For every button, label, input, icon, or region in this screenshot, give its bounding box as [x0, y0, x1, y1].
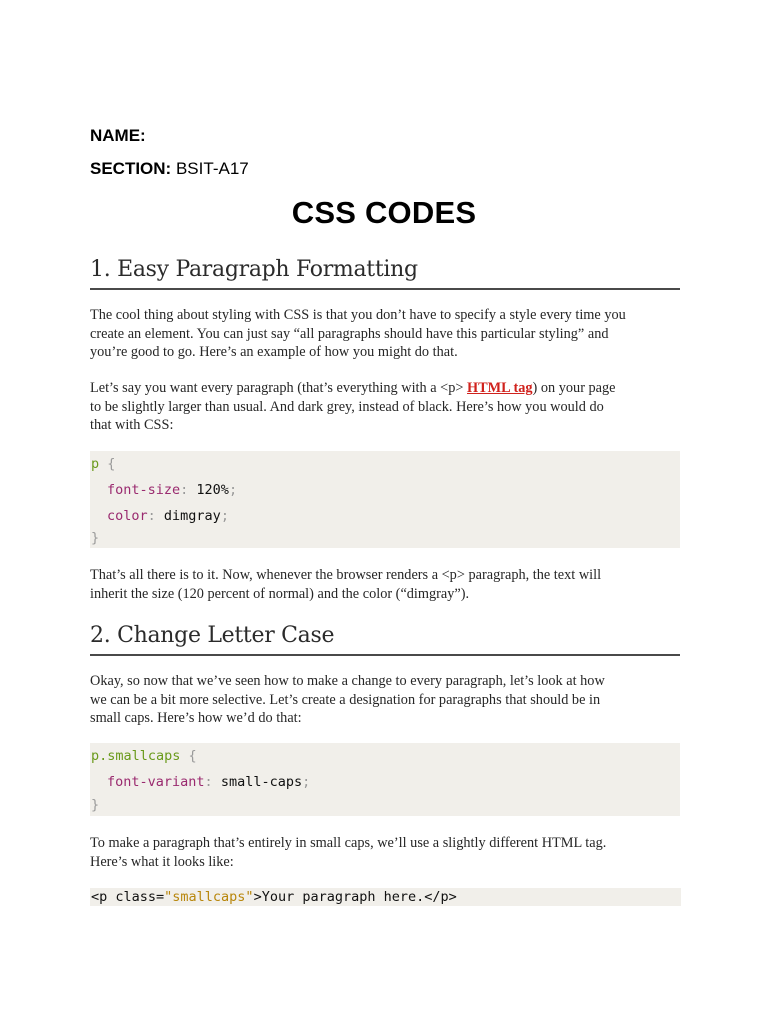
section-field — [90, 159, 249, 179]
section-label: SECTION: — [90, 159, 172, 178]
text-line: you’re good to go. Here’s an example of how you might do that. — [90, 344, 458, 360]
section-value: BSIT-A17 — [175, 159, 249, 178]
code-line: font-size: 120%; — [107, 482, 238, 498]
text-line: To make a paragraph that’s entirely in small caps, we’ll use a slightly different HTML tag. — [90, 835, 607, 851]
code-block-1 — [90, 451, 680, 548]
code-property: font-size — [107, 482, 181, 498]
code-line — [90, 743, 680, 769]
code-value: small-caps — [220, 774, 303, 790]
section-1-paragraph-2 — [90, 379, 680, 435]
name-label: NAME: — [90, 126, 146, 145]
text-segment: Let’s say you want every paragraph (that’s everything with a <p> — [90, 380, 468, 396]
code-line — [90, 795, 680, 816]
code-brace: } — [91, 530, 100, 546]
code-selector: p.smallcaps — [91, 748, 181, 764]
code-segment: <p class= — [91, 889, 165, 905]
code-line: color: dimgray; — [107, 508, 229, 524]
code-brace: } — [91, 797, 100, 813]
section-2-paragraph-1 — [90, 672, 680, 728]
code-property: font-variant — [107, 774, 205, 790]
text-line: The cool thing about styling with CSS is that you don’t have to specify a style every time you — [90, 307, 626, 323]
code-block-2 — [90, 743, 680, 816]
code-string: "smallcaps" — [164, 889, 254, 905]
code-line — [90, 529, 680, 548]
code-line — [90, 451, 680, 477]
text-line: to be slightly larger than usual. And dark grey, instead of black. Here’s how you would do — [90, 398, 604, 415]
text-line: inherit the size (120 percent of normal) and the color (“dimgray”). — [90, 585, 470, 602]
section-2-paragraph-2 — [90, 834, 680, 871]
html-tag-link[interactable]: HTML tag — [467, 380, 533, 396]
code-selector: p — [91, 456, 100, 472]
text-line: Okay, so now that we’ve seen how to make a change to every paragraph, let’s look at how — [90, 673, 605, 689]
text-line — [90, 379, 680, 398]
section-1-heading: 1. Easy Paragraph Formatting — [90, 256, 680, 290]
section-1-paragraph-1 — [90, 306, 680, 362]
text-segment: ) on your page — [532, 380, 616, 396]
inline-code-example — [90, 888, 681, 906]
text-line: create an element. You can just say “all paragraphs should have this particular styling” and — [90, 325, 609, 342]
text-line: Here’s what it looks like: — [90, 853, 234, 870]
section-1-paragraph-3 — [90, 566, 680, 603]
text-line: we can be a bit more selective. Let’s create a designation for paragraphs that should be in — [90, 691, 601, 708]
page-title: CSS CODES — [291, 195, 477, 230]
code-segment: >Your paragraph here.</p> — [253, 889, 457, 905]
code-line: font-variant: small-caps; — [107, 774, 311, 790]
code-property: color — [107, 508, 148, 524]
section-2-heading: 2. Change Letter Case — [90, 622, 680, 656]
text-line: That’s all there is to it. Now, whenever the browser renders a <p> paragraph, the text will — [90, 567, 602, 583]
code-brace: { — [180, 748, 197, 764]
code-value: 120% — [196, 482, 229, 498]
code-value: dimgray — [163, 508, 221, 524]
text-line: that with CSS: — [90, 417, 174, 433]
text-line: small caps. Here’s how we’d do that: — [90, 710, 302, 726]
code-brace: { — [99, 456, 116, 472]
name-field — [90, 126, 146, 146]
